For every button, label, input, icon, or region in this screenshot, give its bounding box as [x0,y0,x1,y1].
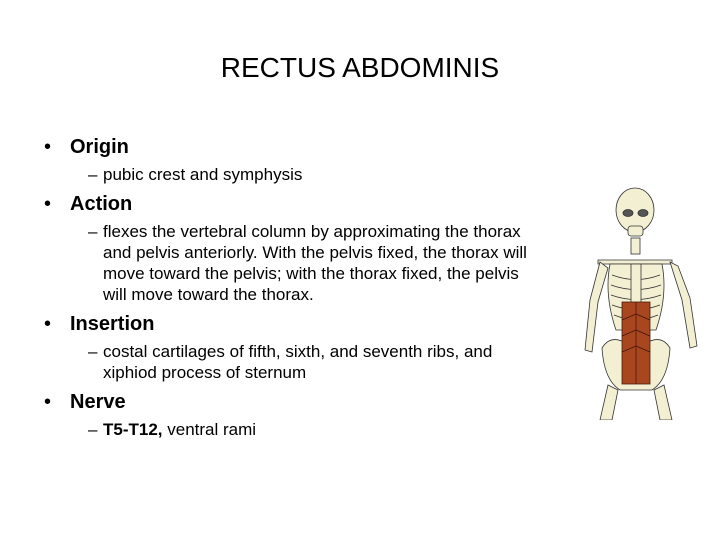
heading: Action [70,193,133,215]
dash-icon: – [88,342,98,361]
right-arm [670,262,697,348]
heading: Insertion [70,313,155,335]
bullet-icon: • [44,193,52,215]
skeleton-illustration [560,180,720,420]
sub-item [88,164,544,185]
sub-text: ventral rami [162,420,257,439]
dash-icon: – [88,222,98,241]
bullet-icon: • [44,313,52,335]
bullet-icon: • [44,391,52,413]
bullet-insertion [44,311,544,337]
bullet-nerve [44,389,544,415]
bullet-action [44,191,544,217]
sub-text: flexes the vertebral column by approximating the thorax and pelvis anteriorly. With the pelvis fixed, the thorax will move toward the pelvis; with the thorax fixed, the pelvis will move toward the thorax. [103,222,527,304]
sub-item [88,221,544,305]
dash-icon: – [88,420,98,439]
rectus-abdominis-muscle [622,302,650,384]
skull [616,188,654,232]
bullet-list [44,128,544,444]
sub-item [88,419,544,440]
left-arm [585,262,608,352]
sub-text: pubic crest and symphysis [103,165,303,184]
sub-item [88,341,544,383]
sub-text: costal cartilages of fifth, sixth, and seventh ribs, and xiphiod process of sternum [103,342,493,382]
bullet-origin [44,134,544,160]
bullet-icon: • [44,136,52,158]
heading: Origin [70,136,129,158]
heading: Nerve [70,391,126,413]
slide-title: RECTUS ABDOMINIS [220,52,500,83]
sub-text-bold: T5-T12, [103,420,163,439]
dash-icon: – [88,165,98,184]
